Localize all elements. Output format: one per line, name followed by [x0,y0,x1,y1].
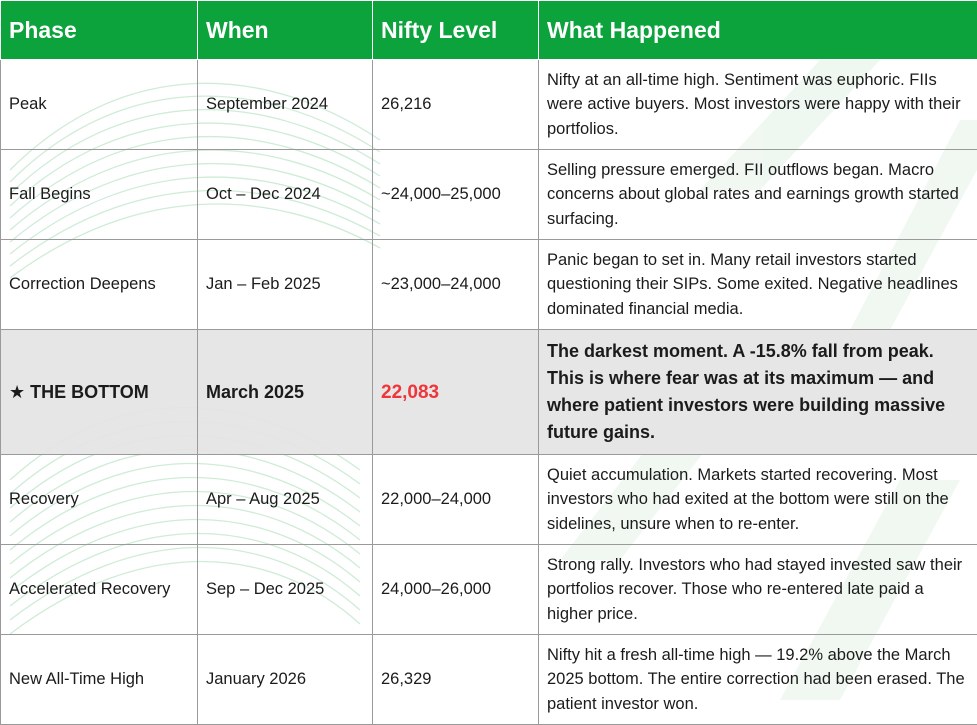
table-row [1,545,977,635]
description-cell: Quiet accumulation. Markets started recovering. Most investors who had exited at the bottom were still on the sidelines, unsure when to re-enter. [539,455,977,545]
header-when: When [198,1,373,60]
phase-cell: New All-Time High [1,635,198,725]
when-cell: September 2024 [198,60,373,150]
description-cell: Strong rally. Investors who had stayed invested saw their portfolios recover. Those who re-entered late paid a higher price. [539,545,977,635]
nifty-level-cell: 22,000–24,000 [373,455,539,545]
nifty-level-cell: 22,083 [373,330,539,455]
when-cell: Sep – Dec 2025 [198,545,373,635]
phase-cell: Correction Deepens [1,240,198,330]
table-row [1,240,977,330]
phase-cell: Fall Begins [1,150,198,240]
phase-cell: Accelerated Recovery [1,545,198,635]
when-cell: Apr – Aug 2025 [198,455,373,545]
nifty-level-cell: 26,329 [373,635,539,725]
nifty-level-cell: ~23,000–24,000 [373,240,539,330]
description-cell: The darkest moment. A -15.8% fall from peak. This is where fear was at its maximum — and where patient investors were building massive future gains. [539,330,977,455]
when-cell: January 2026 [198,635,373,725]
header-what-happened: What Happened [539,1,977,60]
table-row-bottom-highlight [1,330,977,455]
table-row [1,150,977,240]
description-cell: Nifty at an all-time high. Sentiment was euphoric. FIIs were active buyers. Most investors were happy with their portfolios. [539,60,977,150]
header-phase: Phase [1,1,198,60]
table-row [1,60,977,150]
phase-cell: Recovery [1,455,198,545]
table-header-row [1,1,977,60]
nifty-level-cell: 24,000–26,000 [373,545,539,635]
phase-cell: ★ THE BOTTOM [1,330,198,455]
when-cell: March 2025 [198,330,373,455]
description-cell: Selling pressure emerged. FII outflows began. Macro concerns about global rates and earnings growth started surfacing. [539,150,977,240]
description-cell: Nifty hit a fresh all-time high — 19.2% above the March 2025 bottom. The entire correction had been erased. The patient investor won. [539,635,977,725]
table-row [1,635,977,725]
nifty-level-cell: 26,216 [373,60,539,150]
phase-cell: Peak [1,60,198,150]
nifty-level-cell: ~24,000–25,000 [373,150,539,240]
when-cell: Oct – Dec 2024 [198,150,373,240]
table-row [1,455,977,545]
description-cell: Panic began to set in. Many retail investors started questioning their SIPs. Some exited. Negative headlines dominated financial media. [539,240,977,330]
header-nifty-level: Nifty Level [373,1,539,60]
when-cell: Jan – Feb 2025 [198,240,373,330]
